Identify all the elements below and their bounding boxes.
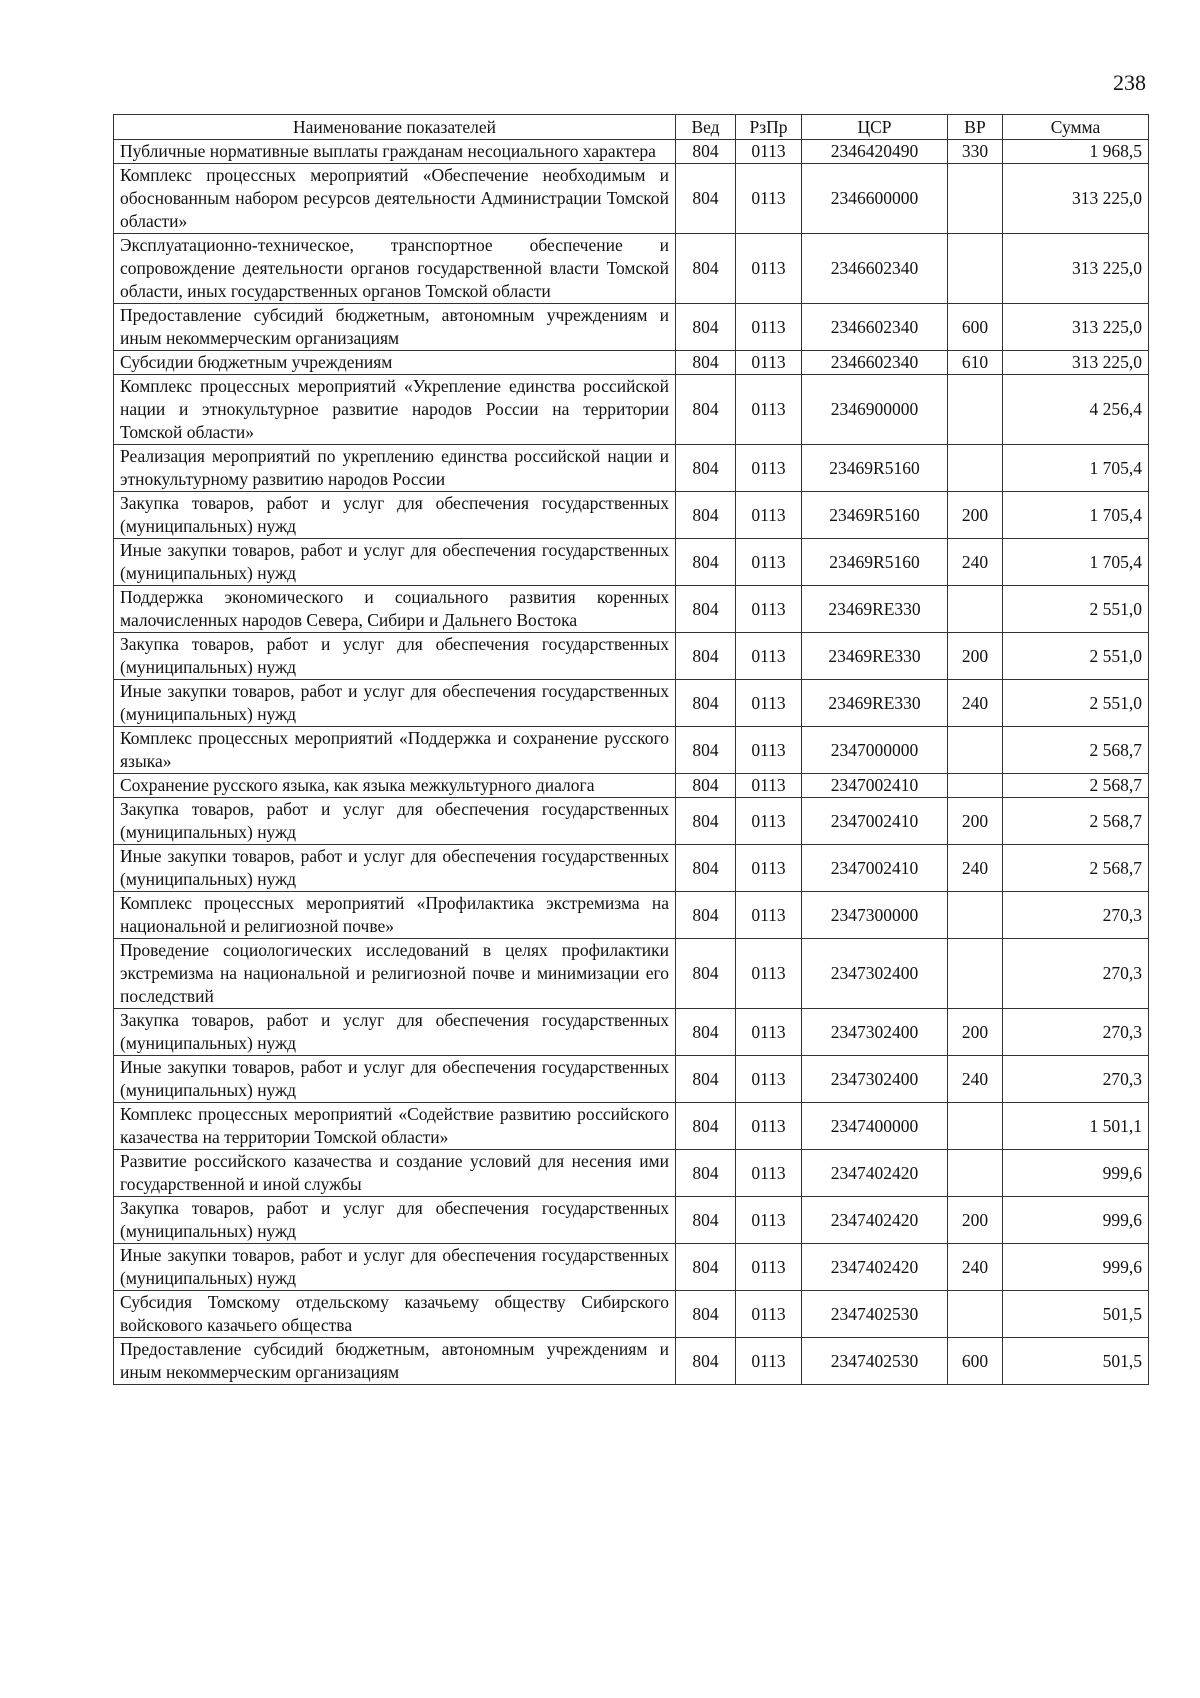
cell-ved: 804 — [676, 1244, 736, 1291]
cell-csr: 23469RE330 — [802, 633, 948, 680]
cell-name: Комплекс процессных мероприятий «Укрепление единства российской нации и этнокультурное развитие народов России на территории Томской области» — [114, 375, 676, 445]
cell-name: Комплекс процессных мероприятий «Профилактика экстремизма на национальной и религиозной почве» — [114, 892, 676, 939]
cell-ved: 804 — [676, 539, 736, 586]
cell-csr: 2347402420 — [802, 1244, 948, 1291]
cell-csr: 2346420490 — [802, 140, 948, 164]
table-row — [114, 586, 1149, 633]
table-row — [114, 1150, 1149, 1197]
cell-csr: 2346600000 — [802, 164, 948, 234]
cell-rzpr: 0113 — [736, 680, 802, 727]
table-row — [114, 140, 1149, 164]
cell-rzpr: 0113 — [736, 798, 802, 845]
cell-csr: 2347302400 — [802, 1056, 948, 1103]
cell-name: Субсидии бюджетным учреждениям — [114, 351, 676, 375]
cell-sum: 2 568,7 — [1003, 774, 1149, 798]
cell-sum: 2 568,7 — [1003, 798, 1149, 845]
cell-rzpr: 0113 — [736, 1291, 802, 1338]
cell-rzpr: 0113 — [736, 939, 802, 1009]
cell-csr: 23469R5160 — [802, 445, 948, 492]
cell-ved: 804 — [676, 445, 736, 492]
cell-ved: 804 — [676, 1150, 736, 1197]
cell-csr: 2347002410 — [802, 774, 948, 798]
cell-sum: 501,5 — [1003, 1291, 1149, 1338]
header-vr: ВР — [948, 115, 1003, 140]
cell-name: Субсидия Томскому отдельскому казачьему обществу Сибирского войскового казачьего общества — [114, 1291, 676, 1338]
cell-name: Закупка товаров, работ и услуг для обеспечения государственных (муниципальных) нужд — [114, 798, 676, 845]
header-sum: Сумма — [1003, 115, 1149, 140]
cell-name: Комплекс процессных мероприятий «Обеспечение необходимым и обоснованным набором ресурсов деятельности Администрации Томской области» — [114, 164, 676, 234]
cell-name: Комплекс процессных мероприятий «Поддержка и сохранение русского языка» — [114, 727, 676, 774]
cell-name: Предоставление субсидий бюджетным, автономным учреждениям и иным некоммерческим организациям — [114, 304, 676, 351]
cell-rzpr: 0113 — [736, 727, 802, 774]
cell-ved: 804 — [676, 304, 736, 351]
cell-vr — [948, 774, 1003, 798]
cell-csr: 2347300000 — [802, 892, 948, 939]
cell-vr: 200 — [948, 1009, 1003, 1056]
cell-ved: 804 — [676, 892, 736, 939]
header-rzpr: РзПр — [736, 115, 802, 140]
cell-vr: 240 — [948, 845, 1003, 892]
cell-ved: 804 — [676, 633, 736, 680]
cell-vr — [948, 1291, 1003, 1338]
cell-name: Проведение социологических исследований в целях профилактики экстремизма на национальной и религиозной почве и минимизации его последствий — [114, 939, 676, 1009]
cell-vr: 240 — [948, 539, 1003, 586]
cell-sum: 2 568,7 — [1003, 727, 1149, 774]
table-row — [114, 1338, 1149, 1385]
cell-csr: 2347302400 — [802, 939, 948, 1009]
cell-vr: 240 — [948, 680, 1003, 727]
header-name: Наименование показателей — [114, 115, 676, 140]
cell-vr — [948, 727, 1003, 774]
cell-vr — [948, 445, 1003, 492]
table-body — [114, 140, 1149, 1385]
cell-csr: 2347402530 — [802, 1291, 948, 1338]
cell-ved: 804 — [676, 680, 736, 727]
cell-ved: 804 — [676, 1338, 736, 1385]
table-row — [114, 351, 1149, 375]
cell-csr: 2347302400 — [802, 1009, 948, 1056]
cell-csr: 23469R5160 — [802, 539, 948, 586]
cell-ved: 804 — [676, 1103, 736, 1150]
cell-name: Закупка товаров, работ и услуг для обеспечения государственных (муниципальных) нужд — [114, 633, 676, 680]
table-row — [114, 680, 1149, 727]
cell-ved: 804 — [676, 351, 736, 375]
table-header — [114, 115, 1149, 140]
cell-vr: 610 — [948, 351, 1003, 375]
cell-ved: 804 — [676, 375, 736, 445]
cell-rzpr: 0113 — [736, 845, 802, 892]
header-row — [114, 115, 1149, 140]
table-row — [114, 234, 1149, 304]
table-row — [114, 445, 1149, 492]
cell-ved: 804 — [676, 492, 736, 539]
cell-csr: 2347000000 — [802, 727, 948, 774]
cell-vr: 200 — [948, 1197, 1003, 1244]
cell-vr — [948, 586, 1003, 633]
cell-name: Иные закупки товаров, работ и услуг для обеспечения государственных (муниципальных) нужд — [114, 1244, 676, 1291]
cell-sum: 313 225,0 — [1003, 351, 1149, 375]
table-row — [114, 633, 1149, 680]
table-row — [114, 304, 1149, 351]
cell-ved: 804 — [676, 234, 736, 304]
cell-csr: 2346602340 — [802, 351, 948, 375]
cell-rzpr: 0113 — [736, 1150, 802, 1197]
cell-sum: 501,5 — [1003, 1338, 1149, 1385]
cell-vr — [948, 1103, 1003, 1150]
cell-rzpr: 0113 — [736, 375, 802, 445]
cell-vr: 330 — [948, 140, 1003, 164]
cell-name: Сохранение русского языка, как языка межкультурного диалога — [114, 774, 676, 798]
cell-sum: 2 551,0 — [1003, 680, 1149, 727]
cell-ved: 804 — [676, 798, 736, 845]
cell-csr: 2346900000 — [802, 375, 948, 445]
budget-table — [113, 114, 1149, 1385]
cell-vr: 200 — [948, 798, 1003, 845]
table-row — [114, 798, 1149, 845]
cell-vr — [948, 939, 1003, 1009]
cell-ved: 804 — [676, 164, 736, 234]
cell-csr: 2347002410 — [802, 798, 948, 845]
cell-name: Закупка товаров, работ и услуг для обеспечения государственных (муниципальных) нужд — [114, 1009, 676, 1056]
cell-sum: 313 225,0 — [1003, 164, 1149, 234]
cell-name: Иные закупки товаров, работ и услуг для обеспечения государственных (муниципальных) нужд — [114, 845, 676, 892]
cell-name: Реализация мероприятий по укреплению единства российской нации и этнокультурному развитию народов России — [114, 445, 676, 492]
cell-sum: 313 225,0 — [1003, 304, 1149, 351]
cell-vr: 600 — [948, 1338, 1003, 1385]
cell-vr: 240 — [948, 1244, 1003, 1291]
table-row — [114, 939, 1149, 1009]
cell-ved: 804 — [676, 1009, 736, 1056]
cell-rzpr: 0113 — [736, 351, 802, 375]
cell-vr: 240 — [948, 1056, 1003, 1103]
cell-ved: 804 — [676, 140, 736, 164]
cell-sum: 1 705,4 — [1003, 539, 1149, 586]
cell-csr: 2346602340 — [802, 304, 948, 351]
table-row — [114, 1056, 1149, 1103]
table-row — [114, 1244, 1149, 1291]
table-row — [114, 1291, 1149, 1338]
table-row — [114, 164, 1149, 234]
cell-rzpr: 0113 — [736, 1056, 802, 1103]
cell-sum: 1 501,1 — [1003, 1103, 1149, 1150]
cell-rzpr: 0113 — [736, 445, 802, 492]
cell-ved: 804 — [676, 1291, 736, 1338]
cell-sum: 2 551,0 — [1003, 633, 1149, 680]
cell-csr: 2347002410 — [802, 845, 948, 892]
cell-csr: 2347400000 — [802, 1103, 948, 1150]
cell-csr: 23469R5160 — [802, 492, 948, 539]
cell-csr: 2347402420 — [802, 1197, 948, 1244]
cell-name: Публичные нормативные выплаты гражданам несоциального характера — [114, 140, 676, 164]
cell-rzpr: 0113 — [736, 892, 802, 939]
table-row — [114, 1103, 1149, 1150]
table-row — [114, 727, 1149, 774]
cell-vr: 200 — [948, 492, 1003, 539]
cell-ved: 804 — [676, 939, 736, 1009]
cell-name: Комплекс процессных мероприятий «Содействие развитию российского казачества на территории Томской области» — [114, 1103, 676, 1150]
cell-rzpr: 0113 — [736, 492, 802, 539]
cell-rzpr: 0113 — [736, 164, 802, 234]
cell-sum: 4 256,4 — [1003, 375, 1149, 445]
cell-ved: 804 — [676, 586, 736, 633]
cell-sum: 2 568,7 — [1003, 845, 1149, 892]
cell-ved: 804 — [676, 774, 736, 798]
cell-rzpr: 0113 — [736, 1338, 802, 1385]
table-row — [114, 774, 1149, 798]
cell-rzpr: 0113 — [736, 1103, 802, 1150]
cell-rzpr: 0113 — [736, 539, 802, 586]
cell-sum: 270,3 — [1003, 892, 1149, 939]
table-row — [114, 1009, 1149, 1056]
cell-sum: 999,6 — [1003, 1197, 1149, 1244]
cell-rzpr: 0113 — [736, 234, 802, 304]
cell-sum: 270,3 — [1003, 939, 1149, 1009]
cell-sum: 2 551,0 — [1003, 586, 1149, 633]
table-row — [114, 1197, 1149, 1244]
cell-vr — [948, 234, 1003, 304]
cell-rzpr: 0113 — [736, 1197, 802, 1244]
cell-rzpr: 0113 — [736, 1244, 802, 1291]
cell-csr: 2347402420 — [802, 1150, 948, 1197]
cell-name: Предоставление субсидий бюджетным, автономным учреждениям и иным некоммерческим организациям — [114, 1338, 676, 1385]
cell-ved: 804 — [676, 727, 736, 774]
cell-csr: 23469RE330 — [802, 586, 948, 633]
cell-name: Иные закупки товаров, работ и услуг для обеспечения государственных (муниципальных) нужд — [114, 1056, 676, 1103]
header-ved: Вед — [676, 115, 736, 140]
cell-rzpr: 0113 — [736, 633, 802, 680]
cell-sum: 999,6 — [1003, 1150, 1149, 1197]
header-csr: ЦСР — [802, 115, 948, 140]
table-row — [114, 492, 1149, 539]
cell-csr: 23469RE330 — [802, 680, 948, 727]
cell-sum: 270,3 — [1003, 1056, 1149, 1103]
cell-name: Иные закупки товаров, работ и услуг для обеспечения государственных (муниципальных) нужд — [114, 539, 676, 586]
cell-sum: 270,3 — [1003, 1009, 1149, 1056]
cell-vr — [948, 892, 1003, 939]
cell-name: Закупка товаров, работ и услуг для обеспечения государственных (муниципальных) нужд — [114, 492, 676, 539]
page-number: 238 — [1113, 70, 1146, 95]
table-row — [114, 539, 1149, 586]
cell-ved: 804 — [676, 1197, 736, 1244]
cell-rzpr: 0113 — [736, 140, 802, 164]
cell-sum: 1 705,4 — [1003, 445, 1149, 492]
cell-vr — [948, 164, 1003, 234]
cell-vr — [948, 375, 1003, 445]
cell-sum: 999,6 — [1003, 1244, 1149, 1291]
cell-name: Иные закупки товаров, работ и услуг для обеспечения государственных (муниципальных) нужд — [114, 680, 676, 727]
table-row — [114, 892, 1149, 939]
cell-rzpr: 0113 — [736, 304, 802, 351]
cell-rzpr: 0113 — [736, 774, 802, 798]
table-row — [114, 375, 1149, 445]
cell-csr: 2347402530 — [802, 1338, 948, 1385]
cell-name: Эксплуатационно-техническое, транспортное обеспечение и сопровождение деятельности органов государственной власти Томской области, иных государственных органов Томской области — [114, 234, 676, 304]
cell-vr — [948, 1150, 1003, 1197]
cell-vr: 200 — [948, 633, 1003, 680]
table-row — [114, 845, 1149, 892]
cell-name: Поддержка экономического и социального развития коренных малочисленных народов Севера, Сибири и Дальнего Востока — [114, 586, 676, 633]
cell-sum: 313 225,0 — [1003, 234, 1149, 304]
cell-name: Закупка товаров, работ и услуг для обеспечения государственных (муниципальных) нужд — [114, 1197, 676, 1244]
cell-name: Развитие российского казачества и создание условий для несения ими государственной и иной службы — [114, 1150, 676, 1197]
cell-rzpr: 0113 — [736, 1009, 802, 1056]
cell-ved: 804 — [676, 845, 736, 892]
cell-vr: 600 — [948, 304, 1003, 351]
cell-sum: 1 705,4 — [1003, 492, 1149, 539]
cell-rzpr: 0113 — [736, 586, 802, 633]
cell-ved: 804 — [676, 1056, 736, 1103]
cell-csr: 2346602340 — [802, 234, 948, 304]
cell-sum: 1 968,5 — [1003, 140, 1149, 164]
